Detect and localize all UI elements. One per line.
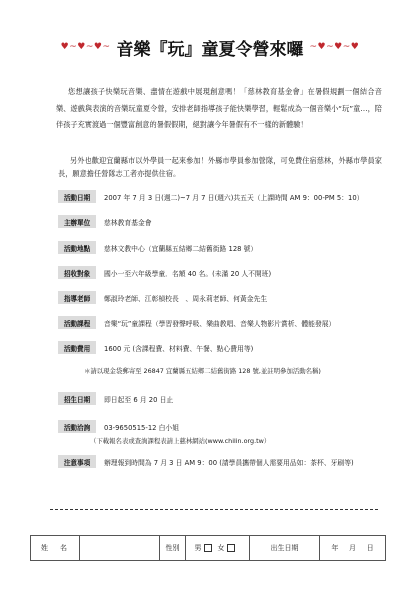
sex-label: 性別	[160, 536, 186, 560]
info-row-date	[58, 190, 388, 203]
info-row-fee	[58, 341, 388, 354]
info-label: 活動費用	[58, 341, 96, 354]
info-value: 慈林文教中心（宜蘭縣五結鄉二結舊街路 128 號）	[104, 244, 258, 253]
intro-paragraph: 您想讓孩子快樂玩音樂、盡情在遊戲中展現創意嗎！「慈林教育基金會」在暑假規劃一個結合音樂、遊戲與表演的音樂玩童夏令營，安排老師指導孩子能快樂學習，輕鬆成為一個音樂小“玩”童…，陪伴孩子充實渡過一個豐富創意的暑假假期，絕對讓今年暑假有不一樣的新體驗！	[56, 87, 382, 129]
info-label: 注意事項	[58, 455, 96, 468]
info-value: 慈林教育基金會	[104, 218, 152, 227]
out-of-county-paragraph: 另外也歡迎宜蘭縣市以外學員一起來參加！外縣市學員參加營隊，可免費住宿慈林，外縣市學員家長，願意擔任營隊志工者亦提供住宿。	[58, 156, 382, 178]
info-row-notice	[58, 455, 388, 468]
info-row-teachers	[58, 291, 388, 304]
info-row-course	[58, 316, 388, 329]
heart-decoration-left: ♥~♥~♥~	[60, 42, 111, 52]
info-row-location	[58, 241, 388, 254]
info-row-organizer	[58, 215, 388, 228]
name-field[interactable]	[80, 536, 160, 560]
cut-line	[50, 509, 378, 510]
info-value: 1600 元 (含課程費、材料費、午餐、點心費用等)	[104, 344, 254, 353]
title-row	[0, 36, 420, 58]
heart-decoration-right: ~♥~♥~♥	[309, 42, 360, 52]
birth-date-label: 出生日期	[250, 536, 320, 560]
info-label: 招收對象	[58, 266, 96, 279]
info-value: 即日起至 6 月 20 日止	[104, 395, 174, 404]
info-value: 鄭淑玲老師、江彰楨校長 、周永莉老師、何黃金先生	[104, 294, 268, 303]
female-label: 女	[217, 544, 225, 552]
registration-form	[30, 535, 386, 561]
info-value: 2007 年 7 月 3 日(週二)~7 月 7 日(週六)共五天（上課時間 AM 9：00-PM 5：10）	[104, 193, 364, 202]
payment-note: ＊請以現金袋郵寄至 26847 宜蘭縣五結鄉二結舊街路 128 號,並註明參加活動名稱)	[84, 367, 321, 375]
info-row-contact	[58, 420, 388, 433]
info-label: 招生日期	[58, 392, 96, 405]
info-label: 主辦單位	[58, 215, 96, 228]
download-note: （下載報名表或查詢課程表請上慈林網站(www.chilin.org.tw）	[90, 437, 271, 445]
female-checkbox[interactable]	[227, 544, 235, 552]
name-label: 姓名	[31, 536, 80, 560]
info-label: 活動日期	[58, 190, 96, 203]
info-label: 活動洽詢	[58, 420, 96, 433]
sex-options	[186, 536, 250, 560]
male-checkbox[interactable]	[204, 544, 212, 552]
info-value: 辦理報到時間為 7 月 3 日 AM 9：00 (請學員攜帶個人需要用品如：茶杯、牙刷等)	[104, 458, 354, 467]
info-label: 活動地點	[58, 241, 96, 254]
year-label: 年	[331, 544, 339, 552]
day-label: 日	[366, 544, 374, 552]
info-row-enrollment	[58, 392, 388, 405]
info-label: 指導老師	[58, 291, 96, 304]
male-label: 男	[194, 544, 202, 552]
birth-date-field[interactable]	[320, 536, 385, 560]
info-value: 音樂“玩”童課程（學習發聲呼吸、樂曲教唱、音樂人物影片賞析、體能發展）	[104, 319, 336, 328]
info-label: 活動課程	[58, 316, 96, 329]
info-value: 國小一至六年級學童．名額 40 名。(未滿 20 人不開班)	[104, 269, 272, 278]
info-value: 03-9650515-12 白小姐	[104, 423, 180, 432]
month-label: 月	[348, 544, 356, 552]
info-row-recruitment	[58, 266, 388, 279]
page-title: 音樂『玩』童夏令營來囉	[116, 39, 304, 60]
